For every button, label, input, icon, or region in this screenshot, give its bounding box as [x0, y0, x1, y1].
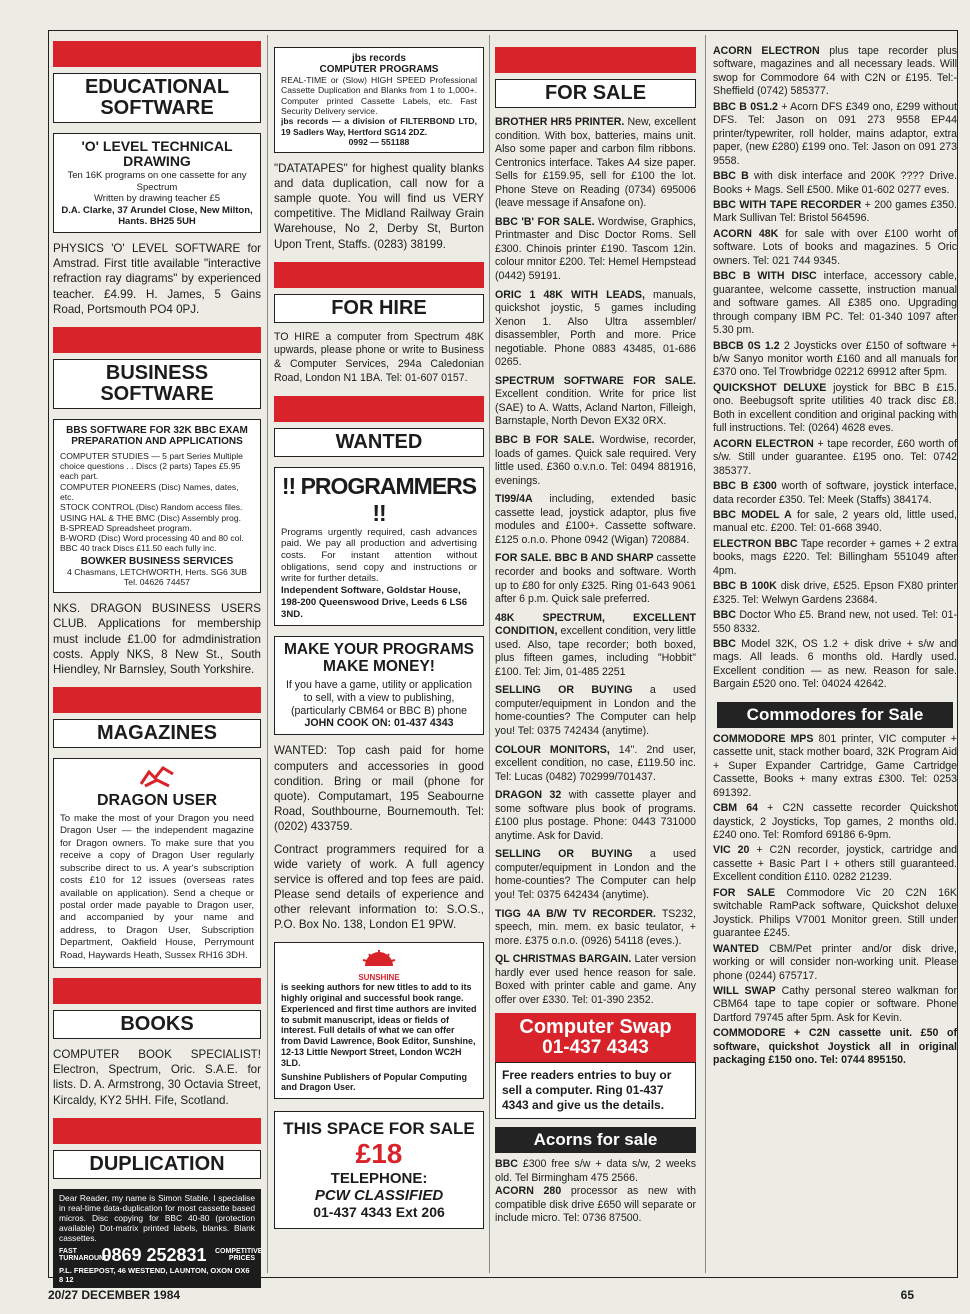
- dragon-user-title: DRAGON USER: [96, 791, 217, 809]
- sunshine-body: is seeking authors for new titles to add to its highly original and successful book range. Experienced and first time authors are invited to submit manuscript, ideas or fields of interest. Full details of what we can offer from David Lawrence, Book Editor, Sunshine, 12-13 Little Newport Street, London WC2H 3LD.: [281, 982, 477, 1068]
- classified-ad: BBC B WITH DISC interface, accessory cable, guarantee, welcome cassette, instruction manual and software games. All £385 ono. Upgrading through company IBM PC. Tel: 01-340 1097 after 5.30 pm.: [713, 270, 957, 337]
- sunshine-footer: Sunshine Publishers of Popular Computing and Dragon User.: [281, 1071, 468, 1093]
- sunshine-ad: [274, 942, 484, 1099]
- classified-ad: COLOUR MONITORS, 14". 2nd user, excellent condition, no case, £119.50 inc. Tel: Lucas (0482) 702999/701437.: [495, 743, 696, 783]
- classified-ad: BBC B FOR SALE. Wordwise, recorder, loads of games. Quick sale required. Very little used. £360 o.v.n.o. Tel: 0494 881916, evenings.: [495, 434, 696, 487]
- duplication-phone: 0869 252831: [101, 1244, 207, 1265]
- books-heading: BOOKS: [53, 1010, 261, 1039]
- page-number: 65: [900, 1288, 914, 1302]
- red-banner: [274, 262, 484, 288]
- bbs-company: BOWKER BUSINESS SERVICES: [80, 555, 234, 567]
- column-3: [495, 31, 696, 1277]
- for-sale-ads: [495, 116, 696, 1007]
- sunshine-logo-text: SUNSHINE: [358, 973, 400, 983]
- olevel-line2: Written by drawing teacher £5: [93, 193, 221, 205]
- classified-ad: ORIC 1 48K WITH LEADS, manuals, quickshot joystic, 5 games including Xenon 1. Also Ultra assembler/ disassembler, Porth and more. Price negotiable. Phone 0883 43485, 01-686 0265.: [495, 288, 696, 369]
- classified-ad: CBM 64 + C2N cassette recorder Quickshot daystick, 2 Joysticks, Top games, 2 months old. £240 ono. Tel: Romford 69186 6-9pm.: [713, 802, 957, 842]
- programmers-ad: [274, 467, 484, 627]
- space-phone-label: TELEPHONE:: [330, 1169, 428, 1187]
- duplication-ad: [53, 1189, 261, 1288]
- bbs-line: COMPUTER STUDIES — 5 part Series Multiple choice questions . . Discs (2 parts) Tapes £5.95 each part.: [60, 450, 243, 482]
- bbs-line: COMPUTER PIONEERS (Disc) Names, dates, etc.: [60, 481, 239, 502]
- issue-date: 20/27 DECEMBER 1984: [48, 1288, 181, 1302]
- red-banner: [53, 41, 261, 67]
- classified-ad: TIGG 4A B/W TV RECORDER. TS232, speech, min. mem. ex basic teulator, + more. £375 o.n.o. (0926) 54118 (eves.).: [495, 907, 696, 947]
- classified-ad: SPECTRUM SOFTWARE FOR SALE. Excellent condition. Write for price list (SAE) to A. Watts, Acland Narton, Filleigh, Barnstaple, North Devon EX32 0RX.: [495, 374, 696, 428]
- classified-ad: BBC MODEL A for sale, 2 years old, little used, manual etc. £200. Tel: 01-668 3940.: [713, 508, 957, 535]
- dragon-logo-icon: [60, 764, 254, 792]
- bbs-line: STOCK CONTROL (Disc) Random access files.: [60, 502, 243, 513]
- for-sale-heading: FOR SALE: [495, 79, 696, 108]
- olevel-title: 'O' LEVEL TECHNICAL DRAWING: [81, 138, 233, 169]
- bbs-line: BBC 40 track Discs £11.50 each fully inc.: [60, 543, 217, 554]
- computer-swap-body: Free readers entries to buy or sell a computer. Ring 01-437 4343 and give us the details.: [495, 1062, 696, 1119]
- for-hire-heading: FOR HIRE: [274, 294, 484, 323]
- business-software-heading: BUSINESS SOFTWARE: [53, 359, 261, 409]
- wanted-computers-ad: WANTED: Top cash paid for home computers and accessories in good condition. Bring or mail (phone for quote). Computamart, 195 Seabourne Road, Southbourne, Bournemouth. Tel: (0202) 433759.: [274, 744, 484, 833]
- hire-ad: TO HIRE a computer from Spectrum 48K upwards, please phone or write to Business & Computer Services, 294a Caledonian Road, London N1 1BA. Tel: 01-607 0157.: [274, 330, 484, 384]
- olevel-line1: Ten 16K programs on one cassette for any Spectrum: [67, 170, 247, 193]
- space-price: £18: [355, 1137, 403, 1169]
- jbs-company: jbs records — a division of FILTERBOND LTD, 19 Sadlers Way, Hertford SG14 2DZ.: [281, 116, 477, 137]
- classified-ad: SELLING OR BUYING a used computer/equipment in London and the home-counties? The Computer can help you! Tel: 0375 642434 (anytime).: [495, 848, 696, 901]
- bbs-address: 4 Chasmans, LETCHWORTH, Herts. SG6 3UB Tel. 04626 74457: [67, 566, 247, 588]
- acorns-ads: [495, 1158, 696, 1226]
- bbs-line: USING HAL & THE BMC (Disc) Assembly prog.: [60, 512, 241, 523]
- space-number: 01-437 4343 Ext 206: [313, 1203, 445, 1220]
- duplication-address: P.L. FREEPOST, 46 WESTEND, LAUNTON, OXON OX6 8 12: [59, 1265, 250, 1284]
- make-money-contact: JOHN COOK ON: 01-437 4343: [304, 717, 454, 730]
- classified-ad: BROTHER HR5 PRINTER. New, excellent condition. With box, batteries, mains unit. Also some paper and carbon film ribbons. Centronics interface. Takes A4 size paper. Sells for £159.95, sell for £100 the lot. Phone Steve on Reading (0734) 695006 (leave message if Ansafone on).: [495, 116, 696, 210]
- commodores-heading: Commodores for Sale: [717, 702, 953, 728]
- column-divider: [705, 35, 706, 1273]
- classified-ad: BBC 'B' FOR SALE. Wordwise, Graphics, Printmaster and Disc Doctor Roms. Sell £300. Chinois printer £190. Tascom 12in. colour mnitor £200. Tel: Hemel Hempstead (0442) 59191.: [495, 215, 696, 283]
- classified-ad: FOR SALE. BBC B AND SHARP cassette recorder and books and software. Worth up to £80 for only £325. Ring 01-643 9061 after 6 p.m. Quick sale preferred.: [495, 552, 696, 606]
- physics-ad: PHYSICS 'O' LEVEL SOFTWARE for Amstrad. First title available "interactive refraction ray diagrams" by experienced teacher. £4.99. H. James, 5 Gains Road, Portsmouth PO4 0PJ.: [53, 242, 261, 316]
- jbs-ad: [274, 47, 484, 153]
- bbs-title: BBS SOFTWARE FOR 32K BBC EXAM PREPARATION AND APPLICATIONS: [66, 424, 248, 448]
- programmers-company: Independent Software, Goldstar House, 198-200 Queenswood Drive, Leeds 6 LS6 3ND.: [281, 585, 468, 620]
- space-pcw: PCW CLASSIFIED: [314, 1186, 444, 1204]
- classified-ad: BBC Model 32K, OS 1.2 + disk drive + s/w and mags. All leads. 6 months old. Hardly used. Excellent condition — as new. Reason for sale. Bargain £520 ono. Tel: 04024 42642.: [713, 638, 957, 691]
- red-banner: [53, 687, 261, 713]
- dragon-user-body: To make the most of your Dragon you need Dragon User — the independent magazine for Dragon owners. To make sure that you receive a copy of Dragon User regularly subscribe direct to us. A year's subscription costs £10 for 12 issues (overseas rates available on application). Send a cheque or postal order made payable to Dragon user, and accompanied by your name and address, to Dragon User, Subscription Department, Oakfield House, Perrymount Road, Haywards Heath, Sussex RH16 3DH.: [60, 812, 254, 961]
- fast-turnaround-label: FAST TURNAROUND: [59, 1247, 110, 1263]
- classified-ad: BBC B 0S1.2 + Acorn DFS £349 ono, £299 without DFS. Tel: Jason on 091 273 9558 EP44 printer/typewriter, roll holder, mains adaptor, extra paper, (new £280) £199 ono. Tel: Jason on 091 273 9558.: [713, 100, 957, 167]
- computer-swap-phone: 01-437 4343: [542, 1037, 649, 1059]
- column-1: [53, 31, 263, 1284]
- jbs-sub: COMPUTER PROGRAMS: [319, 64, 439, 75]
- classified-ad: COMMODORE MPS 801 printer, VIC computer + cassette unit, stack mother board, 32K Program Aid + Super Expander Cartridge, Game Cartridge Cassette, Books + many extras £300. Tel: 0253 691392.: [713, 732, 957, 799]
- classified-ad: TI99/4A including, extended basic cassette lead, joystick adaptor, plus five modules and £100+. Cassette software. £125 o.n.o. Phone 0942 (Wigan) 720884.: [495, 493, 696, 546]
- nks-ad: NKS. DRAGON BUSINESS USERS CLUB. Applications for membership must include £1.00 for admdinistration costs. Apply NKS, 8 New St., South Hiendley, Nr Barnsley, South Yorkshire.: [53, 602, 261, 676]
- classified-ad: ACORN ELECTRON + tape recorder, £60 worth of s/w. Still under guarantee. £195 ono. Tel: 0742 385377.: [713, 437, 957, 477]
- classified-ad: SELLING OR BUYING a used computer/equipment in London and the home-counties? The Computer can help you! Tel: 0375 742434 (anytime).: [495, 684, 696, 737]
- jbs-body: REAL-TIME or (Slow) HIGH SPEED Professional Cassette Duplication and Blanks from 1 to 1,000+. Computer printed Cassette Labels, etc. Fast Security Delivery service.: [281, 75, 477, 116]
- olevel-line3: D.A. Clarke, 37 Arundel Close, New Milton, Hants. BH25 5UH: [61, 204, 253, 227]
- make-money-title: MAKE YOUR PROGRAMS MAKE MONEY!: [283, 641, 475, 675]
- classified-ad: 48K SPECTRUM, EXCELLENT CONDITION, excellent condition, very little used. Also, tape recorder; both boxed, plus fifteen games, including "Hobbit" £100. Tel: Jim, 01-485 2251: [495, 611, 696, 678]
- red-banner: [495, 47, 696, 73]
- classified-ad: BBC B £300 worth of software, joystick interface, data recorder £350. Tel: Meek (Staffs) 384174.: [713, 480, 957, 506]
- column-2: [274, 31, 484, 1277]
- jbs-title: jbs records: [352, 53, 406, 64]
- competitive-label: COMPETITIVE PRICES: [214, 1247, 263, 1263]
- wanted-heading: WANTED: [274, 428, 484, 457]
- column-4-ads: [713, 45, 957, 692]
- classified-ad: COMMODORE + C2N cassette unit. £50 of software, quickshot Joystick all in original packaging £150 ono. Tel: 0744 895150.: [713, 1027, 957, 1067]
- classified-ad: ACORN ELECTRON plus tape recorder plus software, magazines and all necessary leads. Will swop for Commodore 64 with C2N or £195. Tel:- Sheffield (0742) 585377.: [713, 45, 957, 98]
- programmers-title: !! PROGRAMMERS !!: [281, 472, 477, 526]
- red-banner: [274, 396, 484, 422]
- classified-ad: BBCB 0S 1.2 2 Joysticks over £150 of software + b/w Sanyo monitor worth £160 and all manuals for £370 ono. Tel Trowbridge 02212 69912 after 5pm.: [713, 339, 957, 379]
- classified-ad: BBC Doctor Who £5. Brand new, not used. Tel: 01-550 8332.: [713, 609, 957, 635]
- classified-page: [48, 30, 958, 1284]
- classified-ad: BBC B 100K disk drive, £525. Epson FX80 printer £325. Tel: Welwyn Gardens 23684.: [713, 580, 957, 606]
- make-money-ad: [274, 636, 484, 735]
- column-divider: [267, 35, 268, 1273]
- duplication-heading: DUPLICATION: [53, 1150, 261, 1179]
- classified-ad: DRAGON 32 with cassette player and some software plus book of programs. £100 plus postage. Phone: 0443 731000 anytime. Ask for David.: [495, 789, 696, 842]
- red-banner: [53, 327, 261, 353]
- red-banner: [53, 978, 261, 1004]
- programmers-body: Programs urgently required, cash advances paid. We pay all production and advertising costs. For instant attention without obligations, send copy and instructions or write for further details.: [281, 526, 477, 585]
- classified-ad: BBC £300 free s/w + data s/w, 2 weeks old. Tel Birmingham 475 2566.: [495, 1158, 696, 1184]
- bbs-ad: [53, 419, 261, 594]
- computer-swap-banner: [495, 1013, 696, 1062]
- make-money-body: If you have a game, utility or application to sell, with a view to publishing, (particularly CBM64 or BBC B) phone: [285, 678, 473, 717]
- classified-ad: WILL SWAP Cathy personal stereo walkman for CBM64 tape to tape copier or software. Phone Dartford 79745 after 5pm. Ask for Kevin.: [713, 985, 957, 1024]
- olevel-ad: [53, 133, 261, 233]
- books-ad: COMPUTER BOOK SPECIALIST! Electron, Spectrum, Oric. S.A.E. for lists. D. A. Armstrong, 30 Octavia Street, Kircaldy, KY2 5HH. Fife, Scotland.: [53, 1048, 261, 1107]
- red-banner: [53, 1118, 261, 1144]
- datatapes-ad: "DATATAPES" for highest quality blanks and data duplication, call now for a sample quote. You will find us VERY competitive. The Midland Railway Grain Warehouse, No 2, Derby St, Burton Upon Trent, Staffs. (0283) 38199.: [274, 162, 484, 251]
- contract-programmers-ad: Contract programmers required for a wide variety of work. A full agency service is offered and top fees are paid. Please send details of experience and other relevant information to: S.O.S., P.O. Box No. 138, London E1 9PW.: [274, 842, 484, 932]
- commodores-ads: [713, 733, 957, 1068]
- sunshine-logo-icon: [281, 948, 477, 973]
- column-4: [713, 31, 957, 1277]
- classified-ad: ACORN 280 processor as new with compatible disk drive £650 will separate or include micro. Tel: 0736 87500.: [495, 1185, 696, 1225]
- classified-ad: BBC B with disk interface and 200K ???? Drive. Books + Mags. Sell £500. Mike 01-602 0277 eves.: [713, 170, 958, 196]
- column-divider: [489, 35, 490, 1273]
- classified-ad: ELECTRON BBC Tape recorder + games + 2 extra books, mags £220. Tel: Billingham 551049 after 4pm.: [713, 537, 957, 577]
- jbs-phone: 0992 — 551188: [348, 136, 410, 147]
- educational-software-heading: EDUCATIONAL SOFTWARE: [53, 73, 261, 123]
- dragon-user-ad: [53, 758, 261, 969]
- classified-ad: WANTED CBM/Pet printer and/or disk drive, working or will consider non-working unit. Please phone (0244) 675717.: [713, 942, 957, 982]
- space-for-sale-title: THIS SPACE FOR SALE: [283, 1119, 475, 1139]
- classified-ad: FOR SALE Commodore Vic 20 C2N 16K switchable RamPack software, Quickshot deluxe Joystick. Philips V7001 Monitor green. Still under guarantee £245.: [713, 886, 957, 940]
- classified-ad: BBC WITH TAPE RECORDER + 200 games £350. Mark Sullivan Tel: Bristol 564596.: [713, 198, 958, 225]
- acorns-heading: Acorns for sale: [495, 1127, 696, 1153]
- duplication-text: Dear Reader, my name is Simon Stable. I specialise in real-time data-duplication for most cassette based micros. Disc copying for BBC 40-80 (protection available) Dot-matrix printed labels, blanks. Blank cassettes.: [59, 1192, 255, 1243]
- bbs-line: B-WORD (Disc) Word processing 40 and 80 col.: [60, 533, 244, 544]
- classified-ad: ACORN 48K for sale with over £100 worht of software. Lots of books and magazines. 5 Oric owners. Tel: 021 744 9345.: [713, 227, 957, 267]
- computer-swap-title: Computer Swap: [519, 1016, 672, 1039]
- bbs-line: B-SPREAD Spreadsheet program.: [60, 522, 192, 533]
- space-for-sale-ad: [274, 1111, 484, 1228]
- classified-ad: QL CHRISTMAS BARGAIN. Later version hardly ever used hence reason for sale. Boxed with printer cable and game. Any offer over £330. Tel: 01-390 2352.: [495, 953, 697, 1006]
- classified-ad: QUICKSHOT DELUXE joystick for BBC B £15. ono. Beebugsoft sprite utilities 40 track disc £8. Both in excellent condition and original packing with full instructions. Tel: (0264) 4628 eves.: [713, 381, 957, 435]
- magazines-heading: MAGAZINES: [53, 719, 261, 748]
- classified-ad: VIC 20 + C2N recorder, joystick, cartridge and cassette + Basic Part I + others still guaranteed. Excellent condition £110. 0282 21239.: [713, 844, 957, 884]
